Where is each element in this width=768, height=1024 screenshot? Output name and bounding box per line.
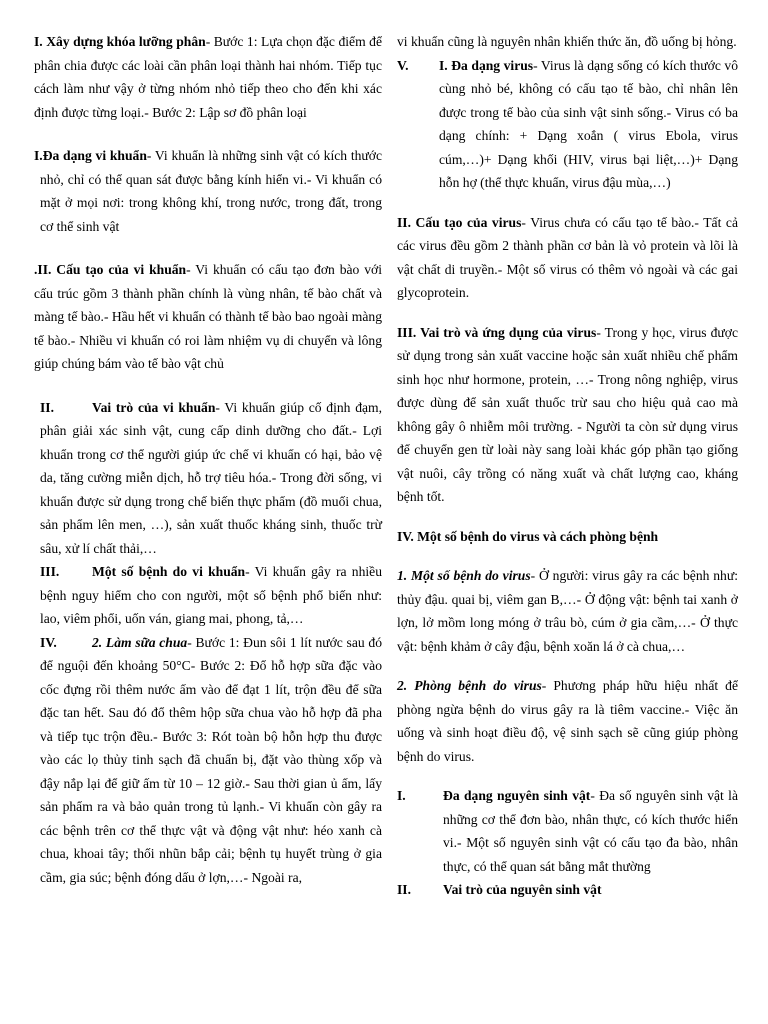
- section-continuation: [397, 30, 738, 54]
- section-heading: Vai trò của vi khuẩn: [92, 399, 216, 415]
- left-column: [34, 30, 382, 889]
- section-virus-diversity: [397, 54, 738, 195]
- section-heading: II. Cấu tạo của virus: [397, 214, 522, 230]
- section-body: - Virus chưa có cấu tạo tế bào.- Tất cả các virus đều gồm 2 thành phần cơ bản là vỏ protein và lõi là vật chất di truyền.- Một số virus có thêm vỏ ngoài và các gai glycoprotein.: [397, 214, 738, 300]
- section-protist-role: [397, 878, 738, 902]
- section-marker: V.: [397, 57, 409, 73]
- section-virus-diseases-heading: [397, 525, 738, 549]
- section-virus-role: [397, 321, 738, 509]
- section-protist-diversity: [397, 784, 738, 878]
- section-body: - Vi khuẩn gây ra nhiều bệnh nguy hiểm cho con người, một số bệnh phổ biến như: lao, viêm phổi, uốn ván, giang mai, phong, tả,…: [40, 564, 382, 626]
- section-marker: IV.: [40, 634, 57, 650]
- section-yogurt: [34, 631, 382, 890]
- section-body: - Virus là dạng sống có kích thước vô cùng nhỏ bé, không có cấu tạo tế bào, chỉ nhân lên được trong tế bào của sinh vật sinh sống.- Virus có ba dạng chính: + Dạng xoắn ( virus Ebola, virus cúm,…)+ Dạng khối (HIV, virus bại liệt,…)+ Dạng hỗn hợ (thể thực khuẩn, virus đậu mùa,…): [439, 57, 738, 190]
- section-bacteria-diversity: [34, 144, 382, 238]
- section-body: - Bước 1: Đun sôi 1 lít nước sau đó để nguội đến khoảng 50°C- Bước 2: Đổ hỗ hợp sữa đặc vào cốc đựng rồi thêm nước ấm vào để đạt 1 lít, trộn đều để sữa đặc tan hết. Sau đó đổ thêm hộp sữa chua vào hỗ hợp đã pha và tiếp tục trộn đều.- Bước 3: Rót toàn bộ hỗn hợp thu được vào các lọ thủy tinh sạch đã chuẩn bị, đặt vào thùng xốp và đậy nắp lại để giữ ấm từ 10 – 12 giờ.- Sau thời gian ủ ấm, lấy sản phẩm ra và bảo quản trong tủ lạnh.- Vi khuẩn còn gây ra các bệnh trên cơ thể thực vật và động vật như: héo xanh cà chua, khoai tây; thối nhũn bắp cải; bệnh tụ huyết trùng ở gia cầm, gia súc; bệnh đóng dấu ở lợn,…- Ngoài ra,: [40, 634, 382, 885]
- section-heading: Một số bệnh do vi khuẩn: [92, 564, 246, 579]
- section-heading: 2. Phòng bệnh do virus: [397, 678, 542, 693]
- section-heading: I. Đa dạng virus: [439, 57, 534, 73]
- section-body: - Ở người: virus gây ra các bệnh như: thủy đậu. quai bị, viêm gan B,…- Ở động vật: bệnh tai xanh ở lợn, lở mồm long móng ở trâu bò, cúm ở gia cầm,…- Ở thực vật: bệnh khảm ở cây đậu, bệnh xoăn lá ở cà chua,…: [397, 568, 738, 654]
- section-body: - Vi khuẩn có cấu tạo đơn bào với cấu trúc gồm 3 thành phần chính là vùng nhân, tế bào chất và màng tế bào.- Hầu hết vi khuẩn có thành tế bào bao ngoài màng tế bào.- Nhiều vi khuẩn có roi làm nhiệm vụ di chuyển và lông giúp chúng bám vào tế bào vật chủ: [34, 262, 382, 371]
- section-marker: II.: [40, 399, 54, 415]
- right-column: [397, 30, 738, 902]
- section-body: - Đa số nguyên sinh vật là những cơ thể đơn bào, nhân thực, có kích thước hiển vi.- Một số nguyên sinh vật có cấu tạo đa bào, nhân thực, có thể quan sát bằng mắt thường: [443, 788, 738, 874]
- section-heading: 2. Làm sữa chua: [92, 634, 188, 650]
- section-marker: I.: [397, 788, 406, 803]
- section-binary-key: [34, 30, 382, 124]
- section-heading: IV. Một số bệnh do virus và cách phòng bệnh: [397, 528, 659, 544]
- section-heading: Đa dạng nguyên sinh vật: [443, 788, 591, 803]
- section-body: - Phương pháp hữu hiệu nhất để phòng ngừa bệnh do virus gây ra là tiêm vaccine.- Việc ăn uống và sinh hoạt điều độ, vệ sinh sạch sẽ cũng giúp phòng bệnh do virus.: [397, 678, 738, 764]
- section-bacteria-role: [34, 396, 382, 561]
- section-virus-structure: [397, 211, 738, 305]
- section-virus-diseases: [397, 564, 738, 658]
- section-heading: .II. Cấu tạo của vi khuẩn: [34, 262, 187, 277]
- section-body: - Vi khuẩn là những sinh vật có kích thước nhỏ, chỉ có thể quan sát được bằng kính hiển vi.- Vi khuẩn có mặt ở mọi nơi: trong không khí, trong nước, trong đất, trong cơ thể sinh vật: [40, 148, 382, 234]
- section-marker: II.: [397, 882, 411, 897]
- section-body: vi khuẩn cũng là nguyên nhân khiến thức ăn, đồ uống bị hỏng.: [397, 34, 737, 49]
- section-marker: III.: [40, 564, 60, 579]
- section-heading: Vai trò của nguyên sinh vật: [443, 882, 602, 897]
- section-heading: III. Vai trò và ứng dụng của virus: [397, 324, 597, 340]
- section-body: - Vi khuẩn giúp cố định đạm, phân giải xác sinh vật, cung cấp dinh dưỡng cho đất.- Lợi khuẩn trong cơ thể người giúp ức chế vi khuẩn có hại, bảo vệ da, tăng cường miễn dịch, hỗ trợ tiêu hóa.- Trong đời sống, vi khuẩn được sử dụng trong chế biến thực phẩm (đồ muối chua, sản phẩm lên men, …), sản xuất thuốc kháng sinh, thuốc trừ sâu, xử lí chất thải,…: [40, 399, 382, 556]
- section-body: - Trong y học, virus được sử dụng trong sản xuất vaccine hoặc sản xuất nhiều chế phẩm sinh học như hormone, protein, …- Trong nông nghiệp, virus được dùng để sản xuất thuốc trừ sau cho hiệu quả cao mà không gây ô nhiễm môi trường. - Người ta còn sử dụng virus để chuyển gen từ loài này sang loài khác góp phần tạo giống vật nuôi, cây trồng có năng xuất và chất lượng cao, kháng bệnh tốt.: [397, 324, 738, 504]
- section-bacteria-diseases: [34, 560, 382, 631]
- section-heading: 1. Một số bệnh do virus: [397, 568, 531, 583]
- section-body: - Bước 1: Lựa chọn đặc điểm để phân chia được các loài cần phân loại thành hai nhóm. Tiếp tục cách làm như vậy ở từng nhóm nhỏ tiếp theo cho đến khi xác định được từng loại.- Bước 2: Lập sơ đồ phân loại: [34, 34, 382, 120]
- section-bacteria-structure: [34, 258, 382, 376]
- section-heading: I.Đa dạng vi khuẩn: [34, 148, 147, 163]
- section-virus-prevention: [397, 674, 738, 768]
- section-heading: I. Xây dựng khóa lưỡng phân: [34, 34, 206, 49]
